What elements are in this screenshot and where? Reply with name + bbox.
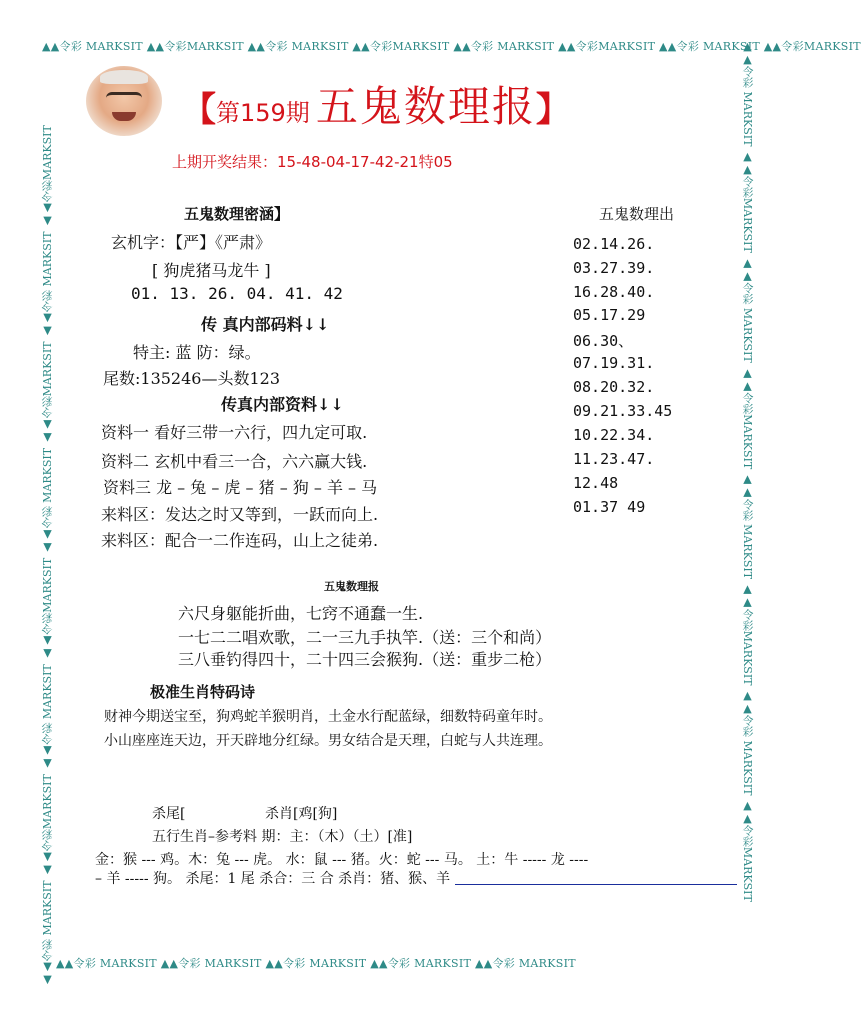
- border-top: ▲▲令彩 MARKSIT ▲▲令彩MARKSIT ▲▲令彩 MARKSIT ▲▲令彩MARKSIT ▲▲令彩 MARKSIT ▲▲令彩MARKSIT ▲▲令彩 MARKSIT ▲▲令彩MARKSIT: [42, 40, 861, 53]
- poem-small-title: 五鬼数理报: [324, 580, 379, 593]
- border-right: ▲▲令彩 MARKSIT ▲▲令彩MARKSIT ▲▲令彩 MARKSIT ▲▲令彩MARKSIT ▲▲令彩 MARKSIT ▲▲令彩MARKSIT ▲▲令彩 MARKSIT ▲▲令彩MARKSIT: [741, 40, 754, 902]
- right-number-10: 11.23.47.: [573, 450, 655, 468]
- left-heading: 五鬼数理密涵】: [184, 205, 290, 223]
- right-number-12: 01.37 49: [573, 498, 646, 516]
- fax-heading-1: 传 真内部码料↓↓: [201, 315, 330, 334]
- ziliao-4: 来料区：发达之时又等到，一跃而向上.: [101, 505, 379, 524]
- page-title: [182, 74, 570, 134]
- shaxiao-label: 杀肖[鸡[狗]: [265, 806, 338, 822]
- right-number-4: 05.17.29: [573, 306, 646, 324]
- weishu-text: 尾数:135246—头数123: [103, 369, 281, 388]
- wuxing-mapping-2: – 羊 ----- 狗。 杀尾：1 尾 杀合：三 合 杀肖：猪、猴、羊: [95, 871, 451, 887]
- right-number-7: 08.20.32.: [573, 378, 655, 396]
- right-number-11: 12.48: [573, 474, 619, 492]
- right-number-2: 03.27.39.: [573, 259, 655, 277]
- wuxing-line: 五行生肖–参考料 期：主：（木）（土）[准]: [152, 829, 413, 845]
- shawei-label: 杀尾[: [152, 806, 186, 822]
- ziliao-3: 资料三 龙 – 兔 – 虎 – 猪 – 狗 – 羊 – 马: [103, 478, 378, 497]
- tezhu-text: 特主: 蓝 防：绿。: [133, 343, 261, 362]
- fax-heading-2: 传真内部资料↓↓: [221, 395, 344, 414]
- right-number-6: 07.19.31.: [573, 354, 655, 372]
- right-number-5: 06.30、: [573, 332, 634, 350]
- last-result: 上期开奖结果：15-48-04-17-42-21特05: [172, 153, 453, 171]
- border-bottom: ▲▲令彩 MARKSIT ▲▲令彩 MARKSIT ▲▲令彩 MARKSIT ▲▲令彩 MARKSIT ▲▲令彩 MARKSIT: [56, 957, 576, 970]
- number-list: 01. 13. 26. 04. 41. 42: [131, 284, 343, 303]
- ziliao-5: 来料区：配合一二作连码，山上之徒弟.: [101, 531, 379, 550]
- right-number-1: 02.14.26.: [573, 235, 655, 253]
- avatar: [86, 66, 162, 136]
- shengxiao-heading: 极准生肖特码诗: [150, 683, 256, 701]
- shaxiao-underline: [455, 884, 737, 885]
- title-bracket-close: 】: [535, 90, 570, 130]
- title-main: 五鬼数理报: [315, 82, 536, 131]
- shengxiao-line-2: 小山座座连天边，开天辟地分红绿。男女结合是天理，白蛇与人共连理。: [104, 733, 552, 749]
- right-number-8: 09.21.33.45: [573, 402, 673, 420]
- xuanji-text: 玄机字：【严】《严肃》: [111, 233, 272, 252]
- right-number-3: 16.28.40.: [573, 283, 655, 301]
- shengxiao-line-1: 财神今期送宝至，狗鸡蛇羊猴明肖，土金水行配蓝绿，细数特码童年时。: [104, 709, 552, 725]
- right-heading: 五鬼数理出: [599, 205, 675, 223]
- poem-line-1: 六尺身躯能折曲，七窍不通蠢一生.: [178, 604, 424, 623]
- poem-line-2: 一七二二唱欢歌，二一三九手执竿.（送：三个和尚）: [178, 628, 552, 647]
- border-left: ▲▲令彩 MARKSIT ▲▲令彩MARKSIT ▲▲令彩 MARKSIT ▲▲令彩MARKSIT ▲▲令彩 MARKSIT ▲▲令彩MARKSIT ▲▲令彩 MARKSIT ▲▲令彩MARKSIT: [41, 125, 54, 987]
- wuxing-mapping-1: 金：猴 --- 鸡。木：兔 --- 虎。 水：鼠 --- 猪。火：蛇 --- 马。 土：牛 ----- 龙 ----: [95, 852, 589, 868]
- ziliao-2: 资料二 玄机中看三一合，六六赢大钱.: [101, 452, 368, 471]
- issue-number: 第159期: [216, 99, 310, 127]
- right-number-9: 10.22.34.: [573, 426, 655, 444]
- zodiac-list: [ 狗虎猪马龙牛 ]: [152, 261, 271, 280]
- ziliao-1: 资料一 看好三带一六行，四九定可取.: [101, 423, 368, 442]
- poem-line-3: 三八垂钓得四十，二十四三会猴狗.（送：重步二枪）: [178, 650, 552, 669]
- title-bracket-open: 【: [182, 90, 216, 130]
